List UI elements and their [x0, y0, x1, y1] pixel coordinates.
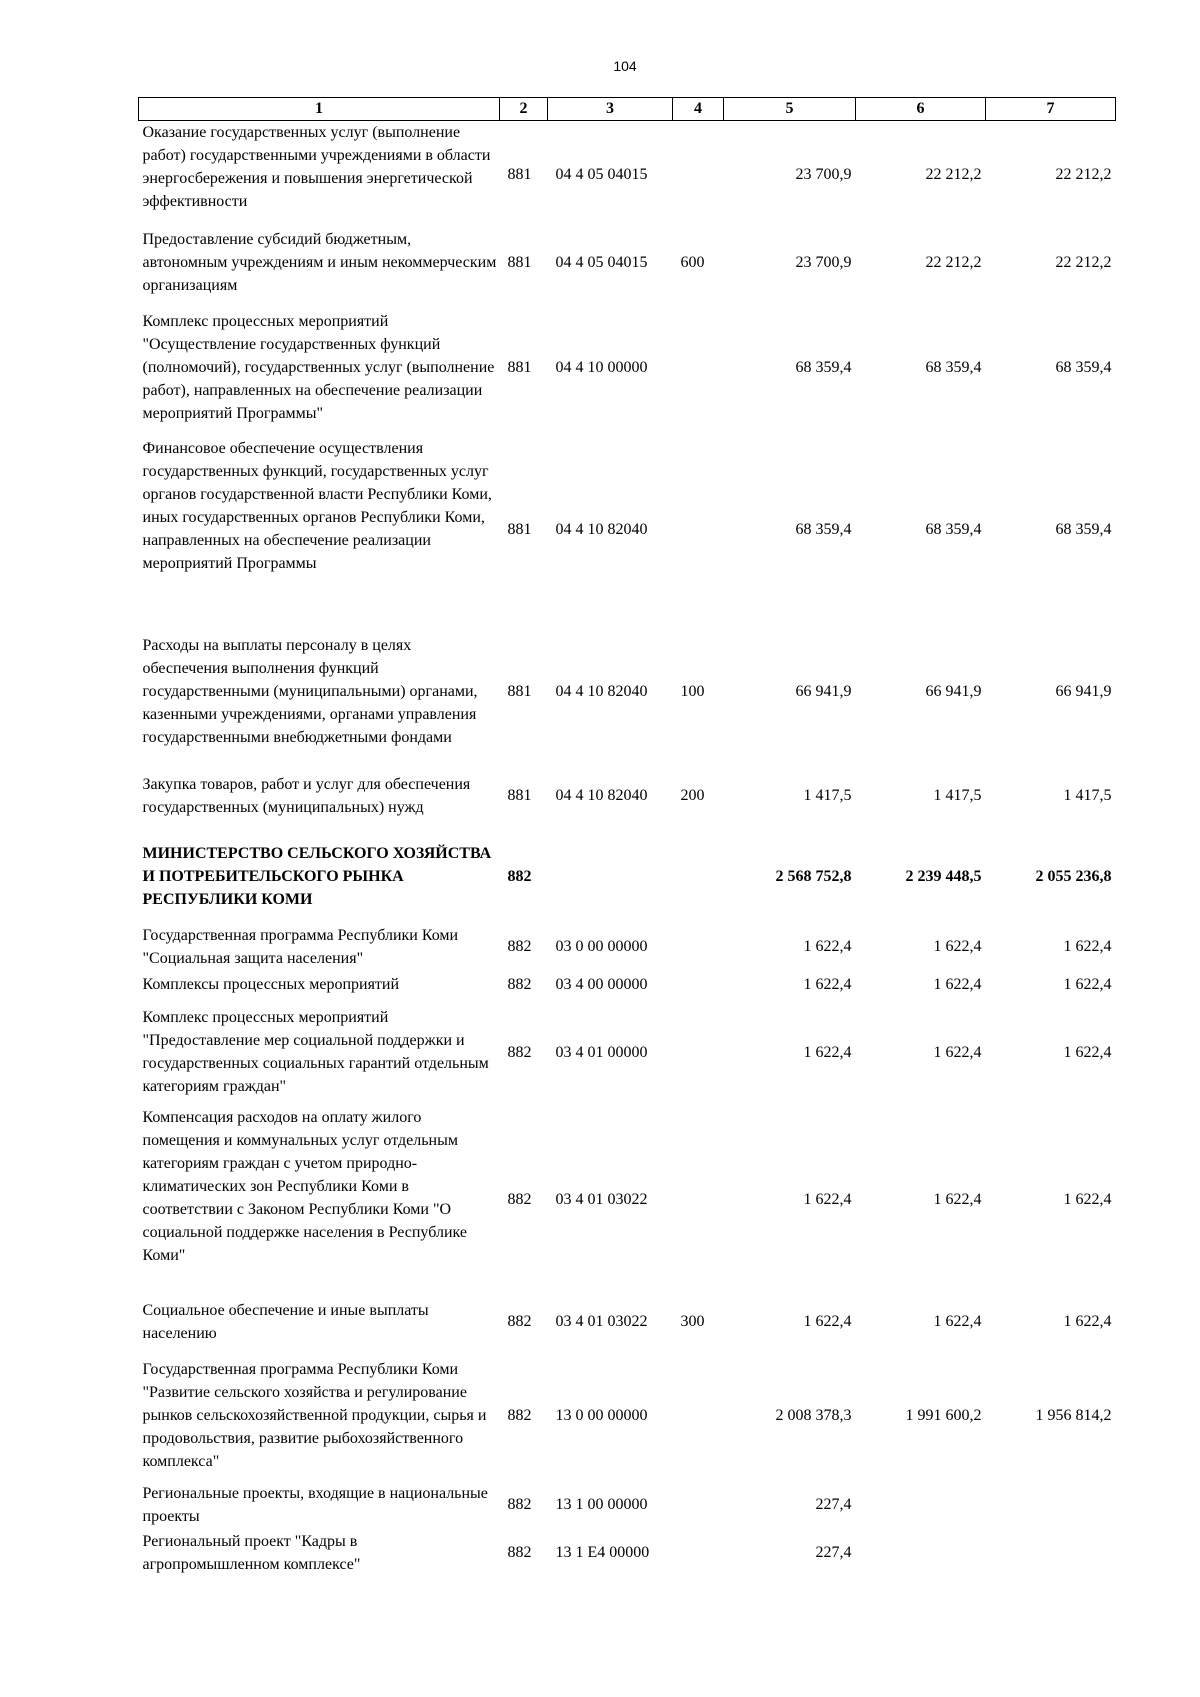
- row-code: 04 4 05 04015: [555, 165, 648, 183]
- row-vr: [673, 437, 724, 622]
- row-year3: 22 212,2: [1055, 165, 1112, 183]
- row-year1: 227,4: [815, 1496, 852, 1513]
- row-year2: [856, 1529, 986, 1577]
- row-code: 03 4 00 00000: [555, 976, 648, 993]
- table-row: [139, 1351, 1116, 1481]
- row-vr: [673, 971, 724, 999]
- row-vr: 600: [680, 254, 705, 271]
- row-year3: 1 622,4: [1063, 1190, 1112, 1208]
- row-year2: 1 991 600,2: [905, 1407, 982, 1424]
- row-gr: 881: [507, 787, 532, 804]
- row-year3: 1 622,4: [1063, 938, 1112, 955]
- row-year2: 68 359,4: [925, 520, 982, 538]
- table-row: [139, 1293, 1116, 1351]
- row-name: Финансовое обеспечение осуществления государственных функций, государственных услуг органов государственной власти Республики Коми, иных государственных органов Республики Коми, направленных на обеспечение реализации мероприятий Программы: [142, 439, 492, 572]
- row-name: Государственная программа Республики Коми "Развитие сельского хозяйства и регулирование рынков сельскохозяйственной продукции, сырья и продовольствия, развитие рыбохозяйственного комплекса": [142, 1361, 487, 1470]
- row-year1: 1 417,5: [803, 787, 852, 804]
- row-code: 03 4 01 03022: [555, 1190, 648, 1208]
- row-year3: 22 212,2: [1055, 254, 1112, 271]
- table-row: [139, 923, 1116, 971]
- column-header-year2: 6: [856, 98, 986, 121]
- row-code: 04 4 10 82040: [555, 520, 648, 538]
- row-year2: 66 941,9: [925, 682, 982, 700]
- row-gr: 882: [507, 1190, 532, 1208]
- row-code: 13 1 00 00000: [555, 1496, 648, 1513]
- row-year2: 22 212,2: [925, 165, 982, 183]
- row-gr: 882: [507, 1313, 532, 1330]
- table-row: [139, 999, 1116, 1106]
- row-code: 04 4 10 00000: [555, 358, 648, 376]
- row-gr: 882: [507, 1043, 532, 1061]
- row-year1: 1 622,4: [803, 976, 852, 993]
- row-year3: [986, 1529, 1116, 1577]
- row-vr: [673, 121, 724, 228]
- table-row: [139, 121, 1116, 228]
- row-year3: 1 622,4: [1063, 1043, 1112, 1061]
- row-gr: 881: [507, 520, 532, 538]
- column-header-vr: 4: [673, 98, 724, 121]
- table-row: [139, 971, 1116, 999]
- row-name: Региональный проект "Кадры в агропромышленном комплексе": [142, 1532, 361, 1573]
- row-year2: 1 622,4: [933, 1043, 982, 1061]
- table-row: [139, 437, 1116, 622]
- table-row: [139, 1529, 1116, 1577]
- row-vr: [673, 999, 724, 1106]
- row-year1: 1 622,4: [803, 1190, 852, 1208]
- table-row: [139, 1106, 1116, 1293]
- row-year1: 68 359,4: [795, 520, 852, 538]
- column-header-name: 1: [139, 98, 500, 121]
- row-code: [548, 831, 673, 923]
- row-year2: 68 359,4: [925, 358, 982, 376]
- row-code: 13 0 00 00000: [555, 1407, 648, 1424]
- table-row: [139, 1481, 1116, 1529]
- row-year2: [856, 1481, 986, 1529]
- row-year1: 2 008 378,3: [775, 1407, 852, 1424]
- row-name: Расходы на выплаты персоналу в целях обеспечения выполнения функций государственными (муниципальными) органами, казенными учреждениями, органами управления государственными внебюджетными фондами: [142, 636, 478, 746]
- row-year2: 1 622,4: [933, 1190, 982, 1208]
- row-year2: 1 622,4: [933, 938, 982, 955]
- row-vr: [673, 923, 724, 971]
- row-vr: [673, 1481, 724, 1529]
- header-row: [139, 98, 1116, 121]
- row-year3: 2 055 236,8: [1035, 868, 1112, 885]
- row-year1: 68 359,4: [795, 358, 852, 376]
- row-year3: 68 359,4: [1055, 358, 1112, 376]
- row-name: Закупка товаров, работ и услуг для обеспечения государственных (муниципальных) нужд: [142, 775, 471, 816]
- row-year1: 227,4: [815, 1544, 852, 1561]
- row-year1: 2 568 752,8: [775, 868, 852, 885]
- row-gr: 881: [507, 358, 532, 376]
- row-vr: 200: [680, 787, 705, 804]
- table-row: [139, 228, 1116, 298]
- row-gr: 882: [507, 868, 532, 885]
- row-code: 03 0 00 00000: [555, 938, 648, 955]
- row-gr: 882: [507, 976, 532, 993]
- row-year1: 23 700,9: [795, 165, 852, 183]
- row-gr: 882: [507, 1407, 532, 1424]
- row-year2: 1 417,5: [933, 787, 982, 804]
- row-gr: 881: [507, 254, 532, 271]
- row-vr: [673, 1529, 724, 1577]
- row-year3: 1 417,5: [1063, 787, 1112, 804]
- row-year3: 1 622,4: [1063, 976, 1112, 993]
- row-gr: 882: [507, 1496, 532, 1513]
- column-header-year1: 5: [724, 98, 856, 121]
- row-name: Региональные проекты, входящие в национальные проекты: [142, 1484, 488, 1525]
- row-vr: 100: [680, 682, 705, 700]
- column-header-code: 3: [548, 98, 673, 121]
- budget-table: [138, 97, 1116, 1577]
- table-row-ministry: [139, 831, 1116, 923]
- row-vr: 300: [680, 1313, 705, 1330]
- row-year3: 1 622,4: [1063, 1313, 1112, 1330]
- row-year3: 1 956 814,2: [1035, 1407, 1112, 1424]
- row-year1: 66 941,9: [795, 682, 852, 700]
- row-gr: 882: [507, 1544, 532, 1561]
- row-year2: 22 212,2: [925, 254, 982, 271]
- row-year2: 1 622,4: [933, 1313, 982, 1330]
- column-header-gr: 2: [500, 98, 548, 121]
- row-year3: [986, 1481, 1116, 1529]
- table-row: [139, 298, 1116, 437]
- row-name: Компенсация расходов на оплату жилого помещения и коммунальных услуг отдельным категориям граждан с учетом природно-климатических зон Республики Коми в соответствии с Законом Республики Коми "О социальной поддержке населения в Республике Коми": [142, 1108, 467, 1264]
- row-gr: 881: [507, 682, 532, 700]
- row-name: Предоставление субсидий бюджетным, автономным учреждениям и иным некоммерческим организациям: [142, 231, 497, 294]
- row-name: Комплекс процессных мероприятий "Предоставление мер социальной поддержки и государственных социальных гарантий отдельным категориям граждан": [142, 1009, 489, 1095]
- row-year3: 66 941,9: [1055, 682, 1112, 700]
- row-year1: 1 622,4: [803, 938, 852, 955]
- row-name: Государственная программа Республики Коми "Социальная защита населения": [142, 926, 459, 967]
- row-year1: 1 622,4: [803, 1043, 852, 1061]
- page-number: 104: [613, 58, 637, 74]
- row-code: 13 1 Е4 00000: [555, 1544, 650, 1561]
- row-name: МИНИСТЕРСТВО СЕЛЬСКОГО ХОЗЯЙСТВА И ПОТРЕБИТЕЛЬСКОГО РЫНКА РЕСПУБЛИКИ КОМИ: [142, 845, 492, 908]
- row-name: Социальное обеспечение и иные выплаты населению: [142, 1301, 429, 1342]
- table-row: [139, 761, 1116, 831]
- row-year1: 1 622,4: [803, 1313, 852, 1330]
- row-name: Комплекс процессных мероприятий "Осуществление государственных функций (полномочий), государственных услуг (выполнение работ), направленных на обеспечение реализации мероприятий Программы": [142, 312, 495, 422]
- row-year1: 23 700,9: [795, 254, 852, 271]
- row-vr: [673, 298, 724, 437]
- row-name: Комплексы процессных мероприятий: [142, 976, 400, 993]
- row-vr: [673, 1351, 724, 1481]
- row-vr: [673, 1106, 724, 1293]
- row-code: 03 4 01 03022: [555, 1313, 648, 1330]
- row-year2: 1 622,4: [933, 976, 982, 993]
- row-code: 04 4 10 82040: [555, 682, 648, 700]
- row-name: Оказание государственных услуг (выполнение работ) государственными учреждениями в области энергосбережения и повышения энергетической эффективности: [142, 124, 491, 210]
- row-year3: 68 359,4: [1055, 520, 1112, 538]
- row-gr: 882: [507, 938, 532, 955]
- row-year2: 2 239 448,5: [905, 868, 982, 885]
- column-header-year3: 7: [986, 98, 1116, 121]
- row-gr: 881: [507, 165, 532, 183]
- row-code: 04 4 05 04015: [555, 254, 648, 271]
- row-vr: [673, 831, 724, 923]
- row-code: 04 4 10 82040: [555, 787, 648, 804]
- row-code: 03 4 01 00000: [555, 1043, 648, 1061]
- table-row: [139, 622, 1116, 761]
